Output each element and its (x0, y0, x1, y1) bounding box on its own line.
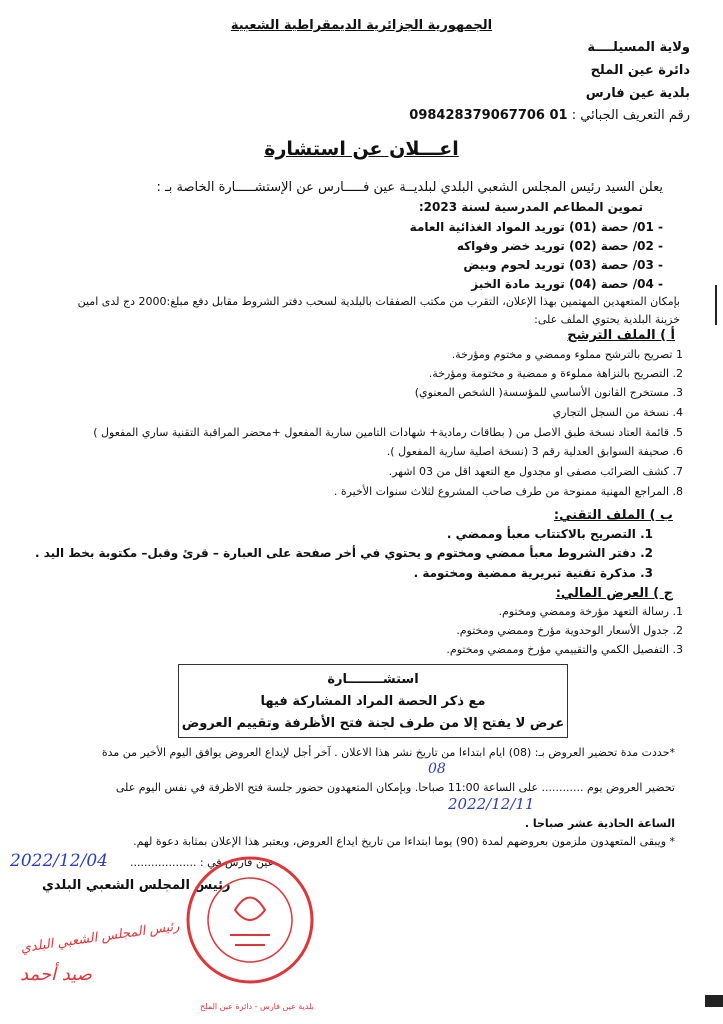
lot-1: - 01/ حصة (01) توريد المواد الغذائية العامة (409, 220, 663, 234)
handwritten-sign-date: 2022/12/04 (10, 851, 108, 871)
section-c-item: 3. التفصيل الكمي والتقييمي مؤرخ وممضي ومختوم. (446, 643, 683, 656)
lot-3: - 03/ حصة (03) توريد لحوم وبيض (463, 258, 663, 272)
section-c-item: 2. جدول الأسعار الوحدوية مؤرخ وممضي ومختوم. (456, 624, 683, 637)
withdraw-line-2: خزينة البلدية يحتوي الملف على: (534, 313, 680, 326)
terms-line-2: تحضير العروض يوم ............ على الساعة 11:00 صباحا. وبإمكان المتعهدون حضور جلسة فتح الاظرفة في نفس اليوم على (115, 781, 675, 794)
subject: تموين المطاعم المدرسية لسنة 2023: (418, 200, 643, 214)
tax-id-value: 098428379067706 01 (409, 108, 568, 123)
tax-id-label: رقم التعريف الجبائي : (571, 108, 690, 123)
section-a-title: أ ) الملف الترشح (567, 328, 675, 343)
intro-text: يعلن السيد رئيس المجلس الشعبي البلدي لبلديــة عين فـــــارس عن الإستشـــــارة الخاصة بـ : (156, 180, 663, 195)
section-b-item: 2. دفتر الشروط معبأ ممضي ومختوم و يحتوي في أخر صفحة على العبارة – قرئ وقبل– مكتوبة بخط اليد . (34, 546, 653, 560)
section-c-item: 1. رسالة التعهد مؤرخة وممضي ومختوم. (498, 605, 683, 618)
commune: بلدية عين فارس (585, 86, 690, 101)
envelope-box (178, 664, 568, 738)
terms-line-3: الساعة الحادية عشر صباحا . (524, 817, 675, 830)
section-a-item: 6. صحيفة السوابق العدلية رقم 3 (نسخة اصلية سارية المفعول ). (386, 445, 683, 458)
section-a-item: 1 تصريح بالترشح مملوء وممضي و مختوم ومؤرخة. (451, 348, 683, 361)
box-line-2: مع ذكر الحصة المراد المشاركة فيها (260, 694, 486, 709)
section-b-item: 1. التصريح بالاكتتاب معبأ وممضي . (446, 527, 653, 541)
section-c-title: ج ) العرض المالي: (555, 586, 673, 601)
lot-2: - 02/ حصة (02) توريد خضر وفواكه (456, 239, 663, 253)
scan-edge (715, 285, 717, 325)
place-date-label: عين فارس في : ................... (130, 856, 275, 869)
section-a-item: 8. المراجع المهنية ممنوحة من طرف صاحب المشروع لثلاث سنوات الأخيرة . (333, 485, 683, 498)
republic-header: الجمهورية الجزائرية الديمقراطية الشعبية (230, 18, 493, 33)
terms-line-4: * ويبقى المتعهدون ملزمون بعروضهم لمدة (90) يوما ابتداءا من تاريخ ايداع العروض، ويعتبر هذا الإعلان بمثابة دعوة لهم. (133, 835, 675, 848)
box-line-1: استشــــــــارة (327, 672, 419, 687)
page-title: اعـــلان عن استشارة (264, 138, 459, 160)
handwritten-deadline: 2022/12/11 (448, 795, 535, 813)
terms-line-1: *حددت مدة تحضير العروض بـ: (08) ايام ابتداءا من تاريخ نشر هذا الاعلان . آخر أجل لإيداع العروض يوافق اليوم الأخير من مدة (101, 746, 675, 759)
scan-edge (705, 995, 723, 1007)
section-b-item: 3. مذكرة تقنية تبريرية ممضية ومختومة . (413, 566, 653, 580)
tax-id (409, 108, 690, 123)
wilaya: ولاية المسيلــــة (587, 40, 690, 55)
stamp-text: بلدية عين فارس - دائرة عين الملح (200, 1002, 314, 1011)
section-a-item: 3. مستخرج القانون الأساسي للمؤسسة( الشخص المعنوي) (414, 386, 683, 399)
daira: دائرة عين الملح (590, 63, 690, 78)
section-a-item: 2. التصريح بالنزاهة مملوءة و ممضية و مختومة ومؤرخة. (428, 367, 683, 380)
handwritten-name: صيد أحمد (20, 964, 92, 985)
section-a-item: 5. قائمة العتاد نسخة طبق الاصل من ( بطاقات رمادية+ شهادات التامين سارية المفعول +محضر المراقبة التقنية ساري المفعول ) (93, 426, 683, 439)
section-b-title: ب ) الملف التقني: (553, 508, 673, 523)
withdraw-line-1: بإمكان المتعهدين المهتمين بهذا الإعلان، التقرب من مكتب الصفقات بالبلدية لسحب دفتر الشروط مقابل دفع مبلغ:2000 دج لدى امين (77, 295, 680, 308)
box-line-3: عرض لا يفتح إلا من طرف لجنة فتح الأظرفة وتقييم العروض (181, 716, 565, 731)
section-a-item: 7. كشف الضرائب مصفى او مجدول مع التعهد اقل من 03 اشهر. (388, 465, 683, 478)
official-stamp (180, 840, 320, 1000)
lot-4: - 04/ حصة (04) توريد مادة الخبز (471, 277, 663, 291)
signer-title: رئيس المجلس الشعبي البلدي (42, 878, 231, 893)
section-a-item: 4. نسخة من السجل التجاري (552, 406, 683, 419)
handwritten-days: 08 (428, 761, 446, 777)
handwritten-signer: رئيس المجلس الشعبي البلدي (19, 918, 181, 957)
